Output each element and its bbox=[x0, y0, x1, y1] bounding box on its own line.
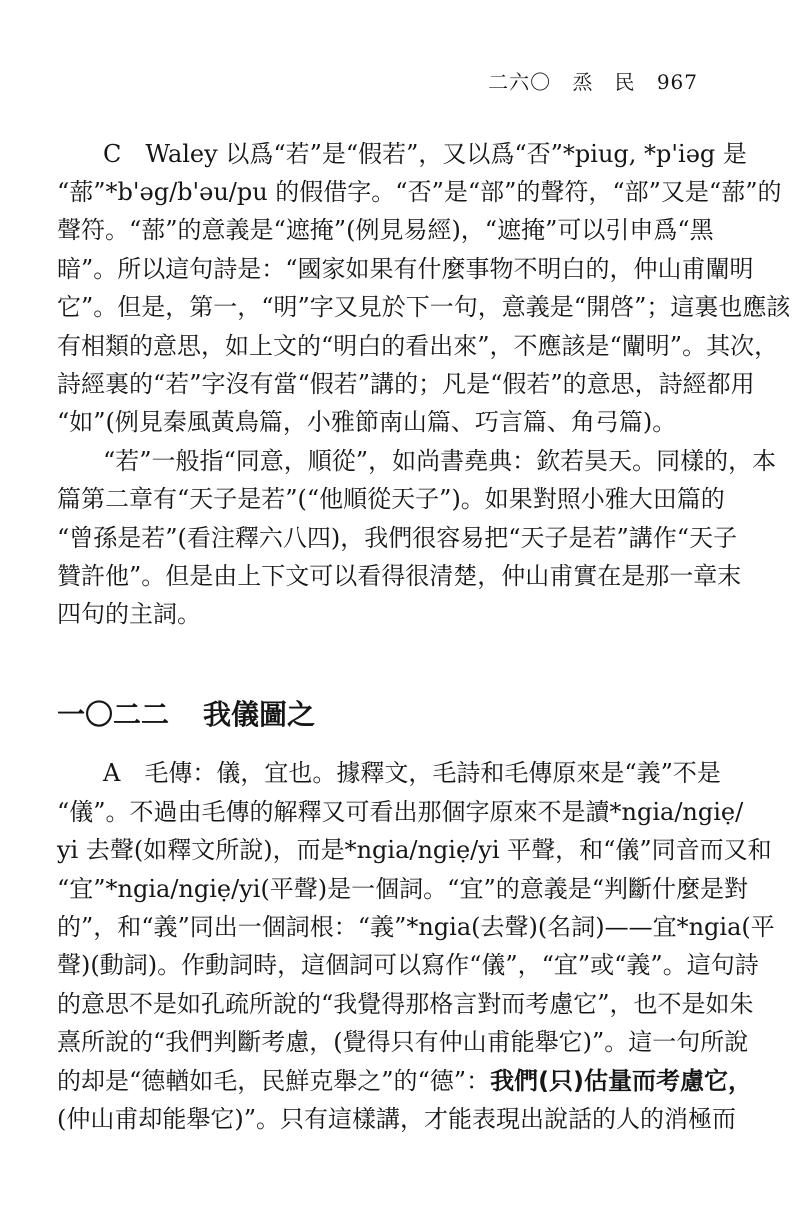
text-line: 篇第二章有“天子是若”(“他順從天子”)。如果對照小雅大田篇的 bbox=[57, 485, 725, 513]
section-title: 烝 民 bbox=[572, 70, 636, 94]
text-line: C Waley 以爲“若”是“假若”，又以爲“否”*piug, *p'iəg 是 bbox=[103, 140, 747, 168]
text-line: “若”一般指“同意，順從”，如尚書堯典：欽若昊天。同樣的，本 bbox=[103, 447, 777, 475]
text-line: 聲)(動詞)。作動詞時，這個詞可以寫作“儀”，“宜”或“義”。這句詩 bbox=[57, 951, 759, 979]
text-line: (仲山甫却能舉它)”。只有這樣講，才能表現出說話的人的消極而 bbox=[57, 1105, 736, 1133]
text-line: 聲符。“蔀”的意義是“遮掩”(例見易經)，“遮掩”可以引申爲“黑 bbox=[57, 216, 714, 244]
text-line: A 毛傳：儀，宜也。據釋文，毛詩和毛傳原來是“義”不是 bbox=[103, 759, 721, 787]
text-line: 有相類的意思，如上文的“明白的看出來”，不應該是“闡明”。其次， bbox=[57, 332, 779, 360]
running-head bbox=[474, 66, 698, 95]
text-run: 的却是“德輶如毛，民鮮克舉之”的“德”： bbox=[57, 1067, 491, 1095]
bold-phrase: 我們(只)估量而考慮它， bbox=[490, 1067, 753, 1095]
text-line: “蔀”*b'əg/b'əu/pu 的假借字。“否”是“部”的聲符，“部”又是“蔀”的 bbox=[57, 178, 782, 206]
section-number: 二六〇 bbox=[488, 70, 552, 94]
text-line: 贊許他”。但是由上下文可以看得很清楚，仲山甫實在是那一章末 bbox=[57, 562, 742, 590]
text-line: 熹所說的“我們判斷考慮，(覺得只有仲山甫能舉它)”。這一句所說 bbox=[57, 1028, 749, 1056]
text-line: 詩經裏的“若”字沒有當“假若”講的；凡是“假若”的意思，詩經都用 bbox=[57, 370, 755, 398]
text-line: 的意思不是如孔疏所說的“我覺得那格言對而考慮它”，也不是如朱 bbox=[57, 990, 754, 1018]
text-line: “如”(例見秦風黃鳥篇，小雅節南山篇、巧言篇、角弓篇)。 bbox=[57, 408, 677, 436]
heading-title: 我儀圖之 bbox=[203, 698, 316, 731]
text-line: “曾孫是若”(看注釋六八四)，我們很容易把“天子是若”講作“天子 bbox=[57, 524, 738, 552]
text-line: “儀”。不過由毛傳的解釋又可看出那個字原來不是讀*ngia/ngiẹ/ bbox=[57, 798, 744, 826]
text-line: yi 去聲(如釋文所說)，而是*ngia/ngiẹ/yi 平聲，和“儀”同音而又和 bbox=[57, 836, 772, 864]
text-line: 暗”。所以這句詩是：“國家如果有什麼事物不明白的，仲山甫闡明 bbox=[57, 255, 754, 283]
text-line bbox=[57, 1066, 753, 1096]
heading-number: 一〇二二 bbox=[57, 698, 170, 731]
page-number: 967 bbox=[656, 70, 698, 94]
text-line: 的”，和“義”同出一個詞根：“義”*ngia(去聲)(名詞)——宜*ngia(平 bbox=[57, 913, 775, 941]
text-line: 它”。但是，第一，“明”字又見於下一句，意義是“開啓”；這裏也應該 bbox=[57, 293, 791, 321]
text-line: “宜”*ngia/ngiẹ/yi(平聲)是一個詞。“宜”的意義是“判斷什麼是對 bbox=[57, 875, 748, 903]
section-heading bbox=[57, 697, 315, 733]
text-line: 四句的主詞。 bbox=[57, 600, 201, 628]
